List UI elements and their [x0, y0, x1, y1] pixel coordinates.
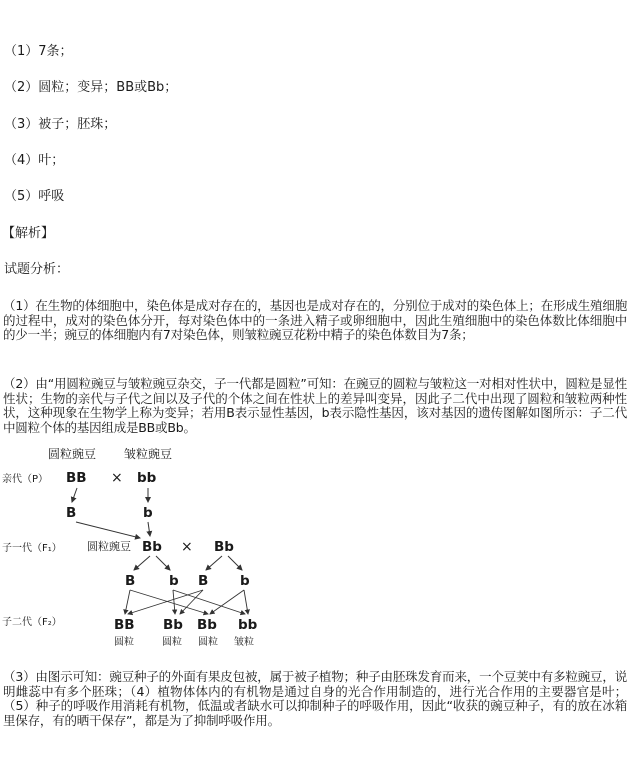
f2-genotype-3: Bb	[197, 617, 217, 633]
f1-gamete-4: b	[240, 573, 250, 589]
arrow-f1-1	[134, 556, 150, 570]
f2-phenotype-4: 皱粒	[234, 637, 254, 648]
f2-phenotype-3: 圆粒	[198, 637, 218, 648]
arrow-f1-4	[228, 556, 242, 570]
f2-phenotype-2: 圆粒	[162, 637, 182, 648]
gamete-b-lower: b	[143, 505, 153, 521]
parent-round-label: 圆粒豌豆	[48, 447, 97, 461]
f1-cross-symbol: ×	[181, 539, 193, 555]
gamete-b-upper: B	[66, 505, 77, 521]
analysis-intro: 试题分析：	[4, 262, 70, 277]
f1-right-genotype: Bb	[214, 539, 234, 555]
f1-gamete-2: b	[169, 573, 179, 589]
p-wrinkled-genotype: bb	[137, 470, 157, 486]
row-f1-label: 子一代（F₁）	[2, 543, 62, 554]
answer-1: （1）7条；	[4, 44, 73, 59]
arrow-f1-2	[156, 556, 170, 570]
parent-wrinkled-label: 皱粒豌豆	[124, 447, 173, 461]
f1-left-genotype: Bb	[142, 539, 162, 555]
answer-3: （3）被子；胚珠；	[4, 117, 117, 132]
p-cross-symbol: ×	[111, 470, 123, 486]
arrow-f1-3	[206, 556, 222, 570]
analysis-heading: 【解析】	[2, 226, 55, 241]
f1-gamete-3: B	[198, 573, 209, 589]
arrow-p-left	[72, 488, 77, 502]
paragraph-1: （1）在生物的体细胞中，染色体是成对存在的，基因也是成对存在的，分别位于成对的染色体上；在形成生殖细胞的过程中，成对的染色体分开，每对染色体中的一条进入精子或卵细胞中，因此生殖细胞中的染色体数比体细胞中的少一半；豌豆的体细胞内有7对染色体，则皱粒豌豆花粉中精子的染色体数目为7条；	[3, 298, 627, 342]
f1-gamete-1: B	[125, 573, 136, 589]
arrow-gamete-left	[76, 522, 140, 538]
paragraph-2: （2）由“用圆粒豌豆与皱粒豌豆杂交，子一代都是圆粒”可知：在豌豆的圆粒与皱粒这一对相对性状中，圆粒是显性性状；生物的亲代与子代之间以及子代的个体之间在性状上的差异叫变异，因此子二代中出现了圆粒和皱粒两种性状，这种现象在生物学上称为变异；若用B表示显性基因，b表示隐性基因，该对基因的遗传图解如图所示：子二代中圆粒个体的基因组成是BB或Bb。	[3, 376, 627, 435]
row-f2-label: 子二代（F₂）	[2, 617, 62, 628]
f2-genotype-4: bb	[238, 617, 258, 633]
row-p-label: 亲代（P）	[2, 474, 49, 485]
p-round-genotype: BB	[66, 470, 87, 486]
answer-2: （2）圆粒；变异；BB或Bb；	[4, 80, 178, 95]
paragraph-3: （3）由图示可知：豌豆种子的外面有果皮包被，属于被子植物；种子由胚珠发育而来，一个豆荚中有多粒豌豆，说明雌蕊中有多个胚珠；（4）植物体体内的有机物是通过自身的光合作用制造的，进行光合作用的主要器官是叶；（5）种子的呼吸作用消耗有机物，低温或者缺水可以抑制种子的呼吸作用，因此“收获的豌豆种子，有的放在冰箱里保存，有的晒干保存”，都是为了抑制呼吸作用。	[3, 669, 627, 728]
arrow-gamete-right	[148, 522, 150, 536]
f2-phenotype-1: 圆粒	[114, 637, 134, 648]
f2-crossing-lines	[125, 590, 248, 614]
answer-5: （5）呼吸	[4, 189, 65, 204]
f2-genotype-1: BB	[114, 617, 135, 633]
f1-round-label: 圆粒豌豆	[87, 540, 131, 553]
genetic-cross-diagram	[0, 440, 300, 660]
f2-genotype-2: Bb	[163, 617, 183, 633]
answer-4: （4）叶；	[4, 153, 65, 168]
